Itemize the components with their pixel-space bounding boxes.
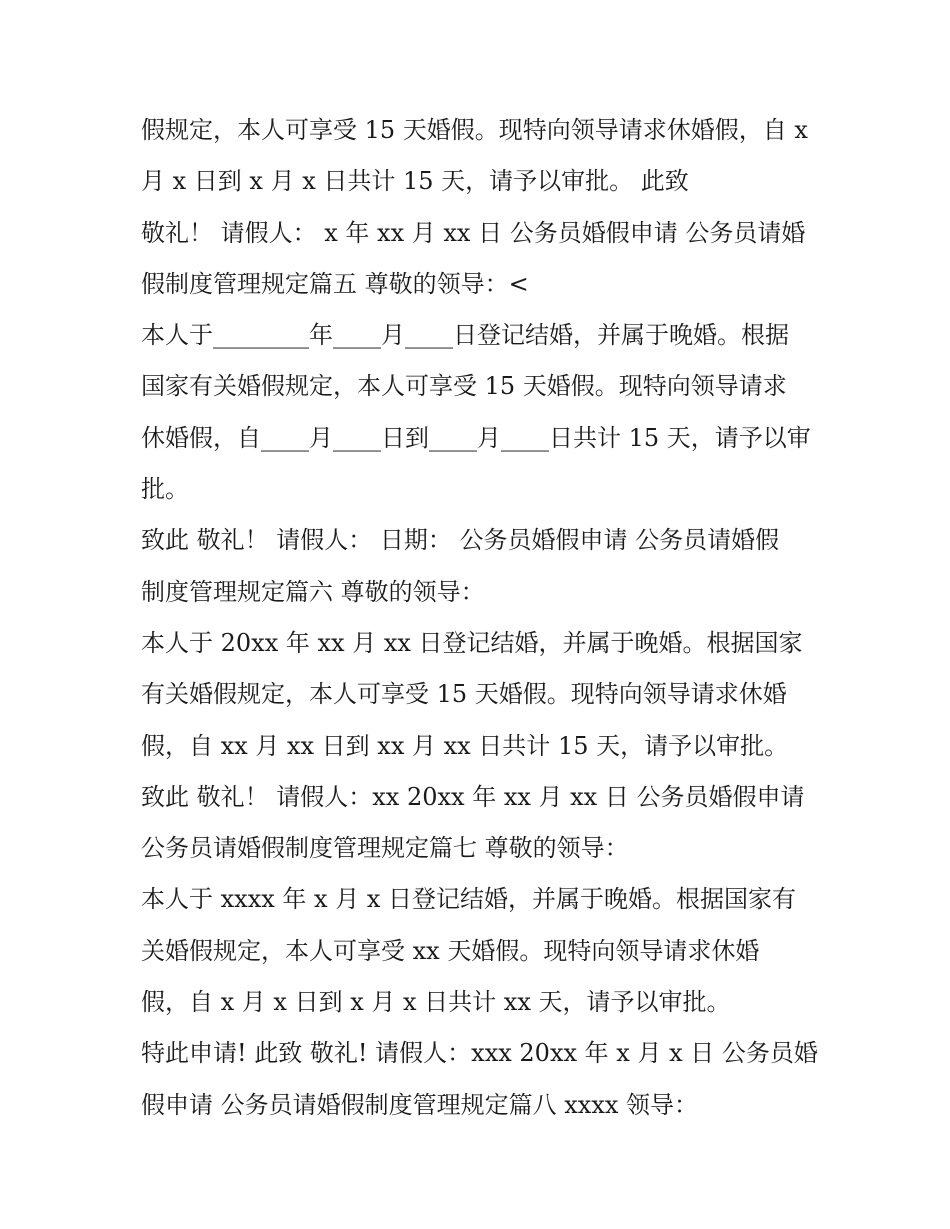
text-line: 公务员请婚假制度管理规定篇七 尊敬的领导：: [141, 834, 629, 863]
text-line: 休婚假，自____月____日到____月____日共计 15 天，请予以审: [141, 423, 811, 452]
text-line: 月 x 日到 x 月 x 日共计 15 天，请予以审批。 此致: [141, 167, 689, 196]
text-line: 本人于________年____月____日登记结婚，并属于晚婚。根据: [141, 321, 789, 350]
text-line: 假，自 x 月 x 日到 x 月 x 日共计 xx 天，请予以审批。: [141, 988, 731, 1017]
text-line: 制度管理规定篇六 尊敬的领导：: [141, 577, 485, 606]
text-line: 有关婚假规定，本人可享受 15 天婚假。现特向领导请求休婚: [141, 680, 787, 709]
text-line: 假申请 公务员请婚假制度管理规定篇八 xxxx 领导：: [141, 1090, 699, 1119]
text-line: 特此申请! 此致 敬礼! 请假人：xxx 20xx 年 x 月 x 日 公务员婚: [141, 1039, 818, 1068]
text-line: 假，自 xx 月 xx 日到 xx 月 xx 日共计 15 天，请予以审批。: [141, 731, 789, 760]
text-line: 致此 敬礼！ 请假人：xx 20xx 年 xx 月 xx 日 公务员婚假申请: [141, 782, 805, 811]
text-line: 敬礼！ 请假人： x 年 xx 月 xx 日 公务员婚假申请 公务员请婚: [141, 218, 806, 247]
text-line: 批。: [141, 475, 189, 504]
text-line: 关婚假规定，本人可享受 xx 天婚假。现特向领导请求休婚: [141, 936, 760, 965]
text-line: 本人于 20xx 年 xx 月 xx 日登记结婚，并属于晚婚。根据国家: [141, 628, 803, 657]
text-line: 假制度管理规定篇五 尊敬的领导：<: [141, 269, 529, 298]
text-line: 假规定，本人可享受 15 天婚假。现特向领导请求休婚假，自 x: [141, 116, 808, 144]
text-line: 本人于 xxxx 年 x 月 x 日登记结婚，并属于晚婚。根据国家有: [141, 885, 796, 914]
text-line: 国家有关婚假规定，本人可享受 15 天婚假。现特向领导请求: [141, 372, 787, 401]
text-line: 致此 敬礼！ 请假人： 日期： 公务员婚假申请 公务员请婚假: [141, 526, 780, 555]
document-body: [141, 112, 841, 1138]
